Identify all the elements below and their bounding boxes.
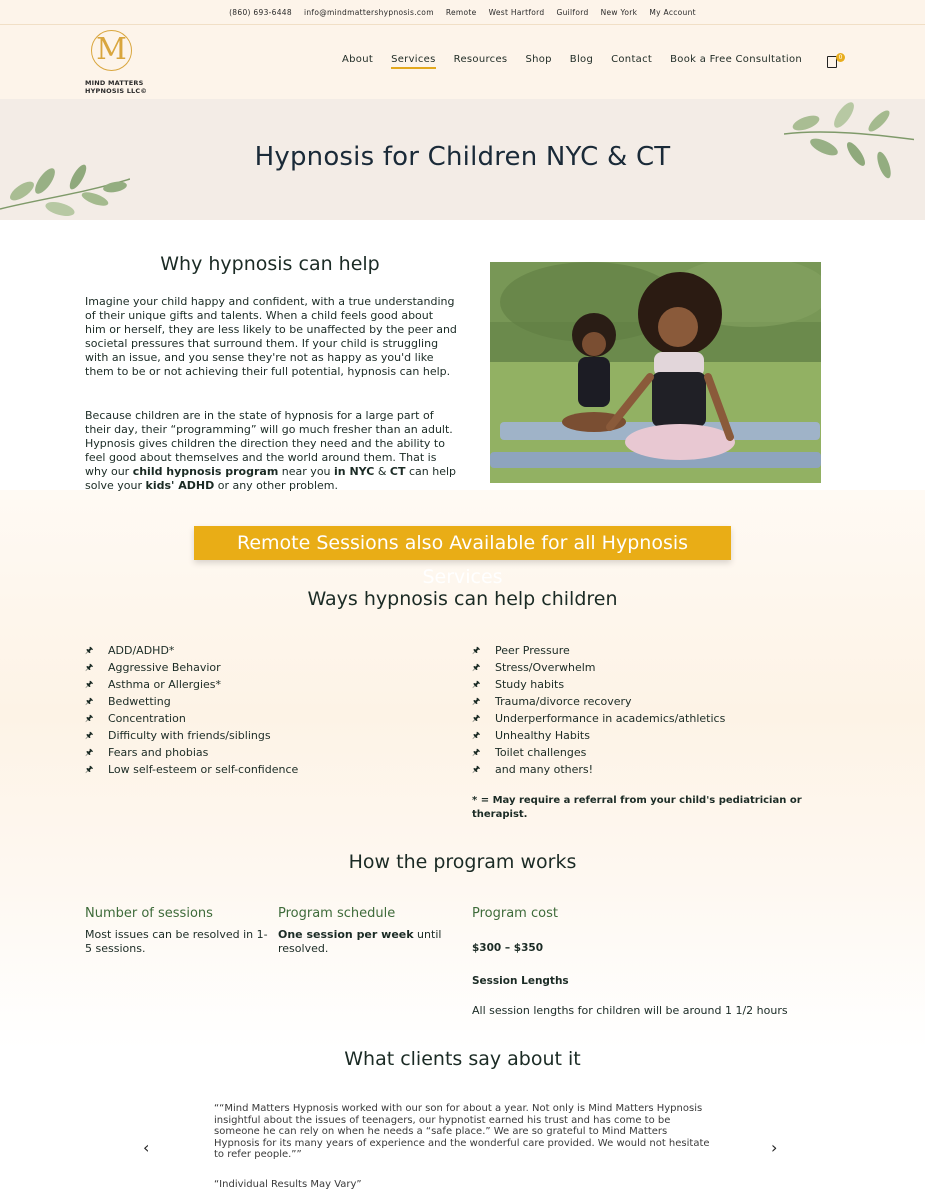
pushpin-icon: 🖈 xyxy=(472,645,481,656)
pushpin-icon: 🖈 xyxy=(472,713,481,724)
site-logo[interactable] xyxy=(85,30,148,95)
sessions-heading: Number of sessions xyxy=(85,906,213,921)
session-lengths-heading: Session Lengths xyxy=(472,975,569,987)
carousel-prev-icon[interactable]: ‹ xyxy=(143,1138,150,1157)
site-header xyxy=(0,25,925,99)
topbar-link-my-account[interactable]: My Account xyxy=(649,7,696,17)
pushpin-icon: 🖈 xyxy=(472,730,481,741)
list-item: 🖈 and many others! xyxy=(472,763,594,776)
pushpin-icon: 🖈 xyxy=(472,696,481,707)
section-title-clients: What clients say about it xyxy=(344,1048,581,1070)
section-title-why: Why hypnosis can help xyxy=(160,253,380,275)
list-item: 🖈 Aggressive Behavior xyxy=(85,661,221,674)
pushpin-icon: 🖈 xyxy=(85,679,94,690)
nav-item-resources[interactable]: Resources xyxy=(453,54,508,65)
list-item: 🖈 Stress/Overwhelm xyxy=(472,661,596,674)
pushpin-icon: 🖈 xyxy=(472,662,481,673)
pushpin-icon: 🖈 xyxy=(85,764,94,775)
pushpin-icon: 🖈 xyxy=(472,747,481,758)
pushpin-icon: 🖈 xyxy=(85,696,94,707)
list-item: 🖈 Low self-esteem or self-confidence xyxy=(85,763,299,776)
top-contact-bar xyxy=(0,0,925,25)
nav-item-book-consultation[interactable]: Book a Free Consultation xyxy=(670,54,803,65)
list-item: 🖈 Toilet challenges xyxy=(472,746,587,759)
list-item: 🖈 Study habits xyxy=(472,678,565,691)
nav-item-contact[interactable]: Contact xyxy=(611,54,653,65)
phone-link[interactable]: (860) 693-6448 xyxy=(229,7,292,17)
pushpin-icon: 🖈 xyxy=(85,662,94,673)
referral-note: * = May require a referral from your child's pediatrician or therapist. xyxy=(472,795,802,820)
carousel-next-icon[interactable]: › xyxy=(771,1138,778,1157)
list-item: 🖈 ADD/ADHD* xyxy=(85,644,175,657)
cost-value: $300 – $350 xyxy=(472,942,544,954)
cost-heading: Program cost xyxy=(472,906,558,921)
topbar-link-new-york[interactable]: New York xyxy=(600,7,638,17)
list-item: 🖈 Underperformance in academics/athletics xyxy=(472,712,726,725)
list-item: 🖈 Bedwetting xyxy=(85,695,171,708)
section-title-how: How the program works xyxy=(348,851,577,873)
section-title-ways: Ways hypnosis can help children xyxy=(307,588,618,610)
children-meditating-photo xyxy=(490,262,821,483)
testimonial-quote: ““Mind Matters Hypnosis worked with our son for about a year. Not only is Mind Matters Hypnosis insightful about the issues of teenagers, our hypnotist earned his trust and has come to be someone he can rely on when he needs a “safe place.” We are so grateful to Mind Matters Hypnosis for its many years of experience and the wonderful care provided. We would not hesitate to refer people.”” xyxy=(214,1103,710,1160)
topbar-link-remote[interactable]: Remote xyxy=(445,7,477,17)
list-item: 🖈 Difficulty with friends/siblings xyxy=(85,729,271,742)
logo-text-line1: MIND MATTERS xyxy=(85,79,144,87)
ways-list-left xyxy=(85,642,465,778)
schedule-text: One session per week until resolved. xyxy=(278,928,442,955)
list-item: 🖈 Unhealthy Habits xyxy=(472,729,590,742)
why-paragraph-2: Because children are in the state of hypnosis for a large part of their day, their “programming” will go much fresher than an adult. Hypnosis gives children the direction they need and the ability to feel good about themselves and the world around them. That is why our child hypnosis program near you in NYC & CT can help solve your kids' ADHD or any other problem. xyxy=(85,409,457,492)
pushpin-icon: 🖈 xyxy=(472,679,481,690)
pushpin-icon: 🖈 xyxy=(85,713,94,724)
list-item: 🖈 Fears and phobias xyxy=(85,746,209,759)
schedule-heading: Program schedule xyxy=(278,906,396,921)
page-hero xyxy=(0,99,925,220)
photo-illustration xyxy=(490,262,821,483)
email-link[interactable]: info@mindmattershypnosis.com xyxy=(303,7,434,17)
pushpin-icon: 🖈 xyxy=(85,747,94,758)
ways-list-right xyxy=(472,642,852,778)
list-item: 🖈 Peer Pressure xyxy=(472,644,570,657)
nav-item-about[interactable]: About xyxy=(342,54,374,65)
nav-item-services[interactable]: Services xyxy=(391,54,436,69)
cart-count-badge: 0 xyxy=(836,53,845,62)
pushpin-icon: 🖈 xyxy=(85,730,94,741)
session-lengths-text: All session lengths for children will be around 1 1/2 hours xyxy=(472,1004,788,1017)
sessions-text: Most issues can be resolved in 1-5 sessions. xyxy=(85,928,268,955)
list-item: 🖈 Asthma or Allergies* xyxy=(85,678,222,691)
logo-text-line2: HYPNOSIS LLC© xyxy=(85,87,148,95)
nav-item-shop[interactable]: Shop xyxy=(525,54,552,65)
pushpin-icon: 🖈 xyxy=(85,645,94,656)
main-nav xyxy=(342,54,802,69)
page-title: Hypnosis for Children NYC & CT xyxy=(254,142,671,172)
list-item: 🖈 Concentration xyxy=(85,712,186,725)
nav-item-blog[interactable]: Blog xyxy=(569,54,594,65)
remote-sessions-banner[interactable]: Remote Sessions also Available for all Hypnosis Services xyxy=(194,526,731,560)
pushpin-icon: 🖈 xyxy=(472,764,481,775)
leaf-branch-right-icon xyxy=(784,99,914,189)
list-item: 🖈 Trauma/divorce recovery xyxy=(472,695,632,708)
why-paragraph-1: Imagine your child happy and confident, with a true understanding of their unique gifts and talents. When a child feels good about him or herself, they are less likely to be unaffected by the peer and societal pressures that surround them. If your child is struggling with an issue, and you sense they're not as happy as you'd like them to be or not achieving their full potential, hypnosis can help. xyxy=(85,295,457,378)
topbar-link-guilford[interactable]: Guilford xyxy=(556,7,589,17)
results-disclaimer: “Individual Results May Vary” xyxy=(214,1179,362,1190)
logo-mark: M xyxy=(96,32,127,67)
topbar-link-west-hartford[interactable]: West Hartford xyxy=(488,7,545,17)
